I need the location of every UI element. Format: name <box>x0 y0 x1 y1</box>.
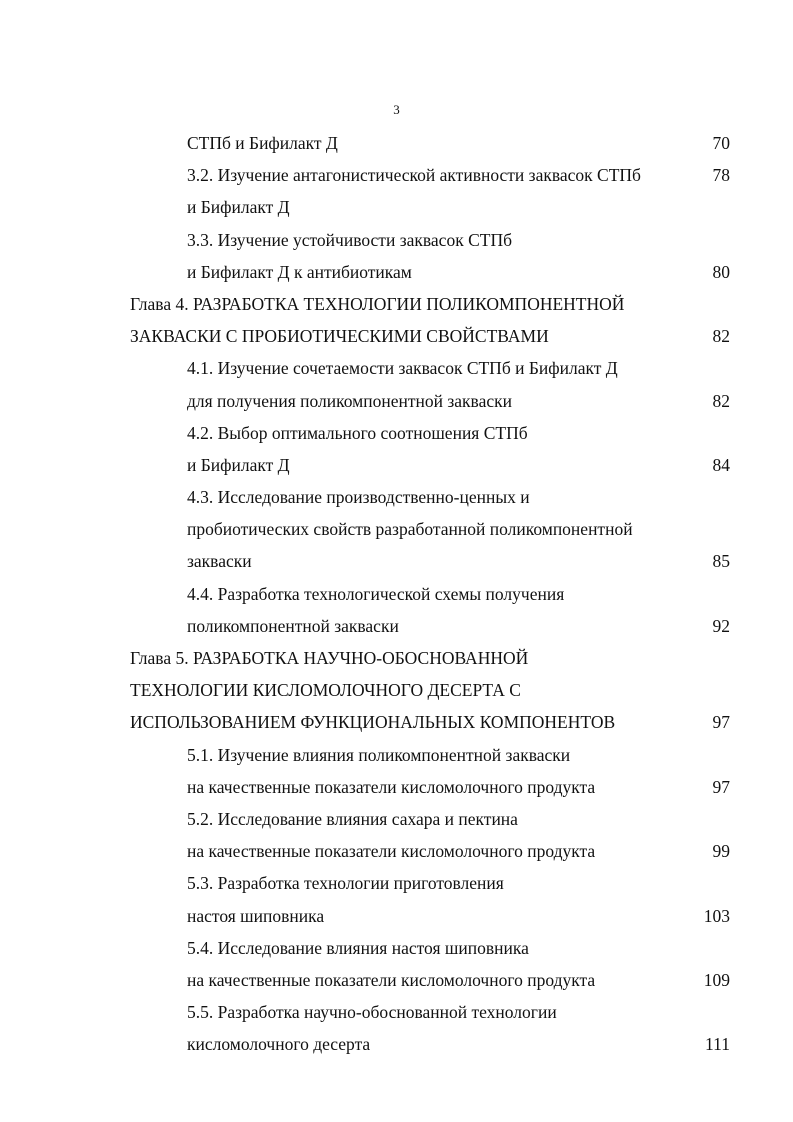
toc-page-number: 82 <box>712 326 730 347</box>
toc-entry-text: для получения поликомпонентной закваски <box>187 390 512 411</box>
toc-entry-text: пробиотических свойств разработанной поликомпонентной <box>187 519 633 540</box>
toc-page-number: 82 <box>712 390 730 411</box>
toc-section-line <box>0 417 793 449</box>
toc-entry-text: 5.2. Исследование влияния сахара и пектина <box>187 808 518 829</box>
toc-page-number: 111 <box>705 1034 730 1055</box>
page-number: 3 <box>393 102 400 117</box>
table-of-contents <box>0 127 793 1060</box>
toc-page-number: 85 <box>712 551 730 572</box>
toc-entry-text: на качественные показатели кисломолочного продукта <box>187 841 596 862</box>
toc-section-line <box>0 481 793 513</box>
toc-section-line <box>0 545 793 577</box>
toc-section-line <box>0 513 793 545</box>
toc-page-number: 97 <box>712 712 730 733</box>
toc-entry-text: ТЕХНОЛОГИИ КИСЛОМОЛОЧНОГО ДЕСЕРТА С <box>130 680 521 701</box>
toc-entry-text: Глава 4. РАЗРАБОТКА ТЕХНОЛОГИИ ПОЛИКОМПОНЕНТНОЙ <box>130 293 625 314</box>
toc-entry-text: поликомпонентной закваски <box>187 615 399 636</box>
toc-page-number: 92 <box>712 615 730 636</box>
toc-chapter-line <box>0 288 793 320</box>
toc-page-number: 109 <box>703 969 730 990</box>
toc-section-line <box>0 996 793 1028</box>
toc-section-line <box>0 771 793 803</box>
toc-chapter-line <box>0 320 793 352</box>
toc-entry-text: на качественные показатели кисломолочного продукта <box>187 969 596 990</box>
toc-section-line <box>0 224 793 256</box>
toc-entry-text: настоя шиповника <box>187 905 325 926</box>
toc-chapter-line <box>0 674 793 706</box>
toc-section-line <box>0 449 793 481</box>
toc-section-line <box>0 867 793 899</box>
toc-section-line <box>0 352 793 384</box>
toc-entry-text: 4.2. Выбор оптимального соотношения СТПб <box>187 422 528 443</box>
toc-section-line <box>0 127 793 159</box>
toc-entry-text: 4.1. Изучение сочетаемости заквасок СТПб и Бифилакт Д <box>187 358 618 379</box>
toc-section-line <box>0 803 793 835</box>
toc-entry-text: 5.3. Разработка технологии приготовления <box>187 873 504 894</box>
toc-section-line <box>0 578 793 610</box>
toc-section-line <box>0 900 793 932</box>
toc-section-line <box>0 159 793 191</box>
toc-section-line <box>0 932 793 964</box>
toc-section-line <box>0 739 793 771</box>
toc-entry-text: 3.2. Изучение антагонистической активности заквасок СТПб <box>187 165 641 186</box>
toc-entry-text: закваски <box>187 551 252 572</box>
toc-entry-text: и Бифилакт Д <box>187 197 290 218</box>
toc-entry-text: 3.3. Изучение устойчивости заквасок СТПб <box>187 229 512 250</box>
toc-entry-text: 4.4. Разработка технологической схемы получения <box>187 583 565 604</box>
toc-page-number: 70 <box>712 133 730 153</box>
toc-page-number: 84 <box>712 454 730 475</box>
toc-page-number: 103 <box>703 905 730 926</box>
toc-entry-text: 4.3. Исследование производственно-ценных и <box>187 487 530 508</box>
toc-page-number: 97 <box>712 776 730 797</box>
toc-entry-text: 5.4. Исследование влияния настоя шиповника <box>187 937 529 958</box>
toc-entry-text: СТПб и Бифилакт Д <box>187 133 338 153</box>
toc-section-line <box>0 610 793 642</box>
toc-section-line <box>0 191 793 223</box>
toc-chapter-line <box>0 706 793 738</box>
toc-page-number: 99 <box>712 841 730 862</box>
toc-page-number: 78 <box>712 165 730 186</box>
toc-section-line <box>0 964 793 996</box>
toc-entry-text: и Бифилакт Д <box>187 454 290 475</box>
toc-section-line <box>0 835 793 867</box>
toc-section-line <box>0 1028 793 1060</box>
toc-entry-text: ИСПОЛЬЗОВАНИЕМ ФУНКЦИОНАЛЬНЫХ КОМПОНЕНТОВ <box>130 712 616 733</box>
toc-entry-text: на качественные показатели кисломолочного продукта <box>187 776 596 797</box>
toc-section-line <box>0 385 793 417</box>
toc-entry-text: 5.1. Изучение влияния поликомпонентной закваски <box>187 744 571 765</box>
toc-entry-text: кисломолочного десерта <box>187 1034 371 1055</box>
toc-chapter-line <box>0 642 793 674</box>
toc-entry-text: 5.5. Разработка научно-обоснованной технологии <box>187 1002 557 1023</box>
toc-entry-text: и Бифилакт Д к антибиотикам <box>187 261 412 282</box>
toc-entry-text: Глава 5. РАЗРАБОТКА НАУЧНО-ОБОСНОВАННОЙ <box>130 648 529 668</box>
toc-page-number: 80 <box>712 261 730 282</box>
toc-section-line <box>0 256 793 288</box>
toc-entry-text: ЗАКВАСКИ С ПРОБИОТИЧЕСКИМИ СВОЙСТВАМИ <box>130 326 549 347</box>
